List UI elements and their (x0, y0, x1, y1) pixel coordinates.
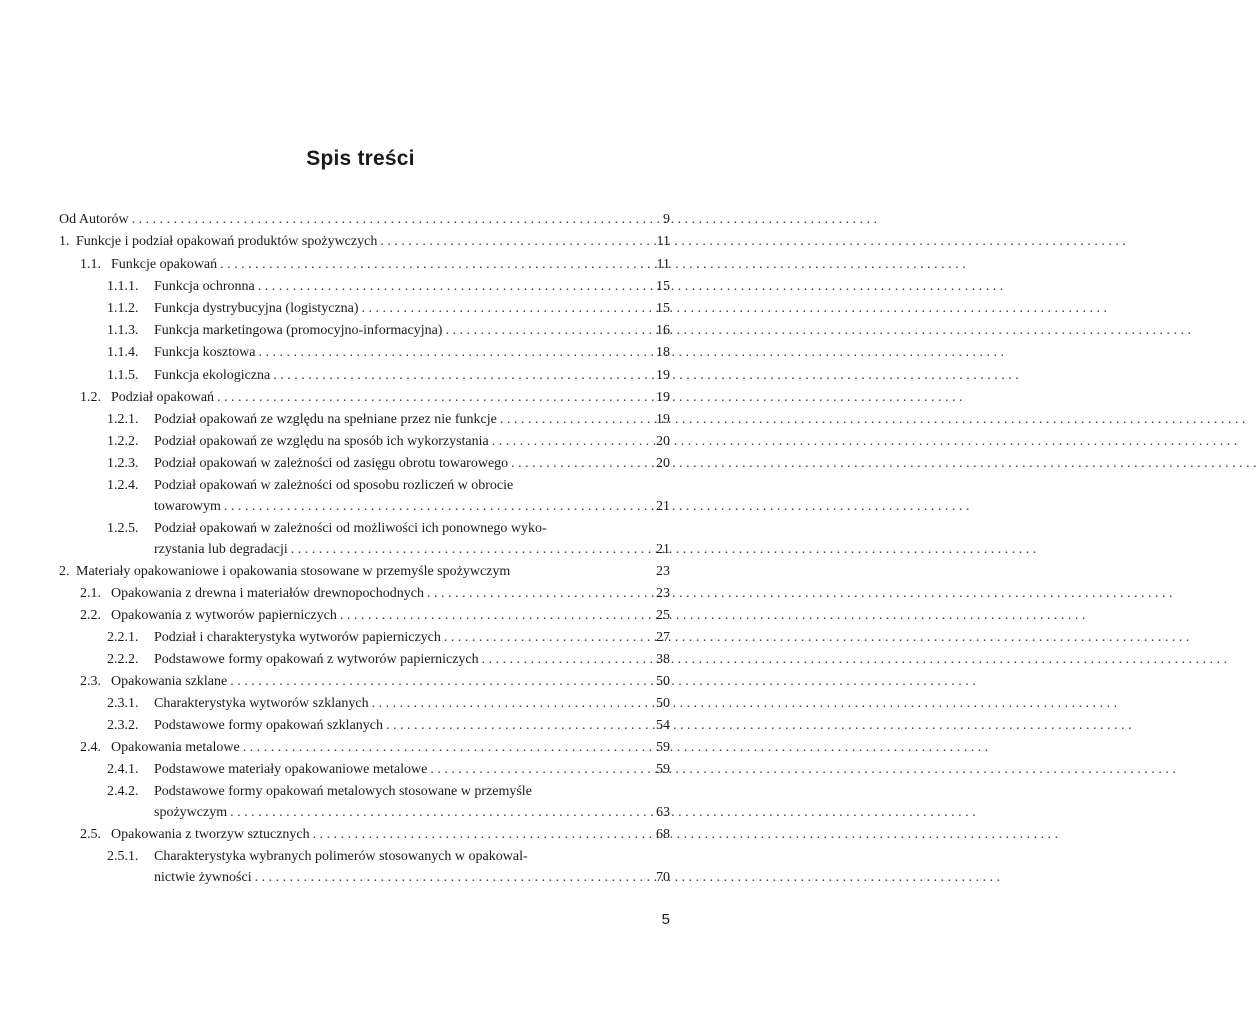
toc-entry-title: Podstawowe formy opakowań szklanych (154, 718, 384, 733)
page-folio: 5 (661, 911, 670, 928)
toc-page-number: 21 (656, 499, 670, 514)
toc-entry (107, 761, 628, 779)
toc-entry-number: 1.1.4. (107, 345, 139, 360)
leader-dots (230, 673, 976, 691)
toc-entry-title: Podział opakowań w zależności od zasięgu obrotu towarowego (154, 456, 509, 471)
leader-dots (482, 651, 1228, 669)
toc-page-number: 59 (656, 762, 670, 777)
toc-entry-continuation (154, 804, 628, 822)
toc-entry (107, 848, 628, 866)
leader-dots (427, 585, 1173, 603)
toc-entry-title: Opakowania szklane (111, 674, 228, 689)
toc-page-number: 38 (656, 652, 670, 667)
leader-dots (430, 761, 1176, 779)
toc-entry-number: 2.1. (80, 586, 101, 601)
toc-entry-number: 1.2.3. (107, 456, 139, 471)
toc-entry-title: Opakowania z drewna i materiałów drewnopochodnych (111, 586, 424, 601)
toc-entry-number: 1.1.3. (107, 323, 139, 338)
toc-entry (80, 739, 628, 757)
toc-page-number: 59 (656, 740, 670, 755)
page-title: Spis treści (306, 147, 415, 170)
toc-entry-title: Funkcja dystrybucyjna (logistyczna) (154, 301, 359, 316)
toc-entry (80, 607, 628, 625)
toc-page-number: 54 (656, 718, 670, 733)
toc-page-number: 21 (656, 542, 670, 557)
toc-entry (107, 629, 628, 647)
toc-entry-number: 2.3. (80, 674, 101, 689)
toc-entry-title: Podział opakowań w zależności od sposobu rozliczeń w obrocie (154, 478, 514, 493)
leader-dots (243, 739, 989, 757)
toc-entry-title: Funkcja kosztowa (154, 345, 256, 360)
toc-entry (80, 673, 628, 691)
toc-entry-continuation (154, 869, 628, 887)
toc-entry-number: 2.2. (80, 608, 101, 623)
toc-entry-number: 1.2. (80, 390, 101, 405)
toc-page-number: 50 (656, 674, 670, 689)
toc-entry-title: Podstawowe materiały opakowaniowe metalowe (154, 762, 428, 777)
toc-page-number: 19 (656, 368, 670, 383)
toc-page-number: 18 (656, 345, 670, 360)
toc-entry-title: nictwie żywności (154, 870, 252, 885)
toc-entry-number: 1.1.5. (107, 368, 139, 383)
toc-entry-number: 2.4. (80, 740, 101, 755)
toc-page-number: 50 (656, 696, 670, 711)
toc-entry (107, 717, 628, 735)
toc-page-number: 70 (656, 870, 670, 885)
toc-entry-number: 2.5.1. (107, 849, 139, 864)
toc-entry (107, 433, 628, 451)
toc-entry-continuation (154, 498, 628, 516)
toc-page-number: 27 (656, 630, 670, 645)
toc-entry (107, 367, 628, 385)
leader-dots (492, 433, 1238, 451)
leader-dots (224, 498, 970, 516)
toc-entry-title: Podział i charakterystyka wytworów papierniczych (154, 630, 441, 645)
toc-entry-title: Funkcja ekologiczna (154, 368, 271, 383)
toc-page-number: 11 (656, 234, 670, 249)
leader-dots (386, 717, 1132, 735)
leader-dots (511, 455, 1257, 473)
leader-dots (220, 256, 966, 274)
toc-entry (59, 233, 628, 251)
toc-entry-title: Podstawowe formy opakowań z wytworów papierniczych (154, 652, 479, 667)
toc-entry-title: Charakterystyka wytworów szklanych (154, 696, 369, 711)
toc-entry (107, 344, 628, 362)
toc-entry-number: 1.1. (80, 257, 101, 272)
toc-page-number: 19 (656, 390, 670, 405)
toc-entry (107, 300, 628, 318)
leader-dots (230, 804, 976, 822)
leader-dots (362, 300, 1108, 318)
toc-entry-title: Funkcje i podział opakowań produktów spożywczych (76, 234, 378, 249)
leader-dots (380, 233, 1126, 251)
leader-dots (500, 411, 1246, 429)
toc-entry (107, 651, 628, 669)
toc-page-number: 23 (656, 564, 670, 579)
toc-page-number: 25 (656, 608, 670, 623)
toc-entry-number: 1.1.2. (107, 301, 139, 316)
leader-dots (445, 322, 1191, 340)
toc-entry-title: spożywczym (154, 805, 228, 820)
toc-page-number: 15 (656, 279, 670, 294)
toc-entry-title: Funkcje opakowań (111, 257, 218, 272)
toc-entry-title: Podział opakowań ze względu na sposób ich wykorzystania (154, 434, 489, 449)
toc-entry-number: 2. (59, 564, 70, 579)
toc-page-number: 11 (656, 257, 670, 272)
toc-entry (80, 389, 628, 407)
toc-entry-number: 2.3.2. (107, 718, 139, 733)
toc-entry-number: 2.4.1. (107, 762, 139, 777)
toc-entry-number: 2.2.1. (107, 630, 139, 645)
toc-entry-title: Funkcja ochronna (154, 279, 255, 294)
toc-entry-title: Opakowania z tworzyw sztucznych (111, 827, 310, 842)
toc-entry (107, 322, 628, 340)
toc-entry (107, 411, 628, 429)
toc-entry-number: 1.1.1. (107, 279, 139, 294)
toc-entry-number: 1.2.2. (107, 434, 139, 449)
leader-dots (313, 826, 1059, 844)
toc-entry (80, 256, 628, 274)
toc-entry (59, 211, 628, 229)
toc-page-number: 20 (656, 434, 670, 449)
toc-entry (59, 563, 628, 581)
toc-entry (107, 455, 628, 473)
leader-dots (340, 607, 1086, 625)
toc-entry-title: Podział opakowań w zależności od możliwości ich ponownego wyko- (154, 521, 547, 536)
toc-page-number: 68 (656, 827, 670, 842)
toc-entry-number: 1.2.4. (107, 478, 139, 493)
toc-entry (80, 826, 628, 844)
leader-dots (217, 389, 963, 407)
toc-entry-title: Materiały opakowaniowe i opakowania stosowane w przemyśle spożywczym (76, 564, 511, 579)
toc-entry-number: 2.4.2. (107, 784, 139, 799)
toc-entry-number: 2.3.1. (107, 696, 139, 711)
toc-entry (107, 520, 628, 538)
toc-entry-number: 2.5. (80, 827, 101, 842)
toc-page-number: 19 (656, 412, 670, 427)
toc-page-number: 63 (656, 805, 670, 820)
toc-entry-title: Od Autorów (59, 212, 129, 227)
leader-dots (372, 695, 1118, 713)
leader-dots (132, 211, 878, 229)
toc-entry-title: towarowym (154, 499, 221, 514)
toc-entry-title: Podział opakowań (111, 390, 215, 405)
toc-entry-number: 2.2.2. (107, 652, 139, 667)
toc-entry-title: Funkcja marketingowa (promocyjno-informacyjna) (154, 323, 443, 338)
toc-entry (107, 278, 628, 296)
toc-entry-continuation (154, 541, 628, 559)
toc-entry (107, 695, 628, 713)
toc-entry-number: 1.2.5. (107, 521, 139, 536)
toc-entry-title: Podział opakowań ze względu na spełniane przez nie funkcje (154, 412, 497, 427)
toc-entry-title: Charakterystyka wybranych polimerów stosowanych w opakowal- (154, 849, 528, 864)
toc-entry-title: Podstawowe formy opakowań metalowych stosowane w przemyśle (154, 784, 532, 799)
toc-entry (107, 477, 628, 495)
toc-entry (107, 783, 628, 801)
toc-page-number: 9 (663, 212, 670, 227)
toc-entry-title: Opakowania metalowe (111, 740, 240, 755)
toc-entry-number: 1. (59, 234, 70, 249)
toc-page-number: 15 (656, 301, 670, 316)
leader-dots (444, 629, 1190, 647)
toc-page-number: 23 (656, 586, 670, 601)
toc-page-number: 20 (656, 456, 670, 471)
toc-entry-title: Opakowania z wytworów papierniczych (111, 608, 337, 623)
toc-entry-title: rzystania lub degradacji (154, 542, 288, 557)
toc-entry-number: 1.2.1. (107, 412, 139, 427)
toc-page-number: 16 (656, 323, 670, 338)
toc-entry (80, 585, 628, 603)
